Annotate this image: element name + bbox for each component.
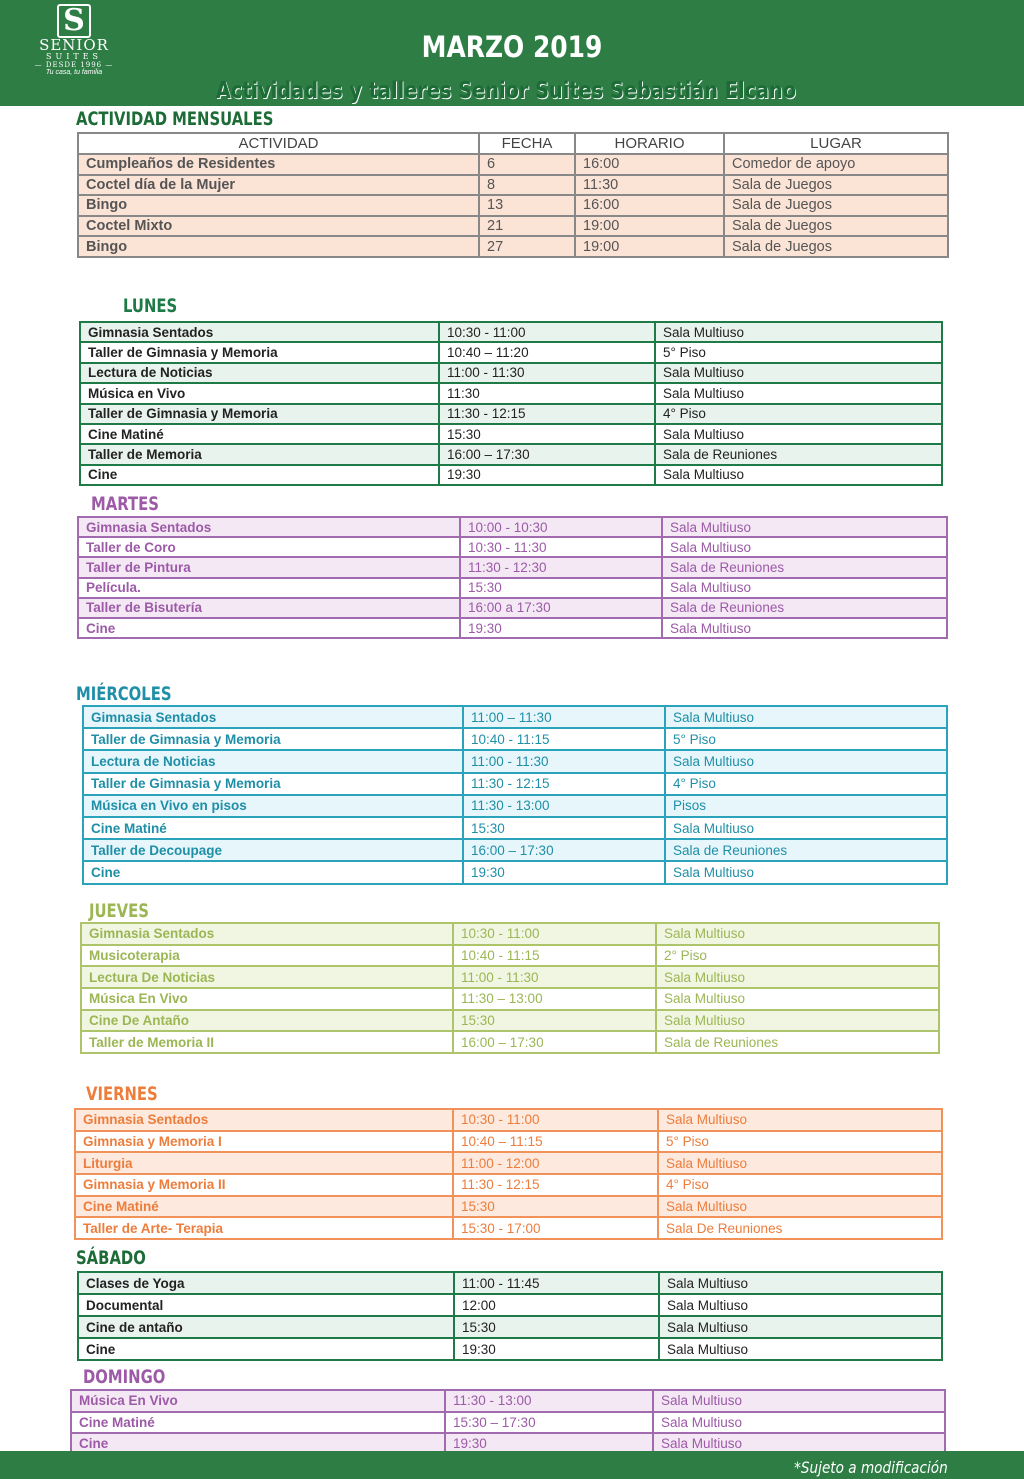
- table-cell: Sala Multiuso: [659, 1272, 942, 1294]
- table-cell: 19:30: [439, 465, 655, 485]
- table-cell: 19:30: [454, 1338, 659, 1360]
- table-cell: 15:30 – 17:30: [445, 1412, 653, 1434]
- table-cell: Sala Multiuso: [665, 706, 947, 728]
- table-cell: Taller de Arte- Terapia: [75, 1217, 453, 1239]
- table-cell: 11:30 - 12:15: [453, 1174, 658, 1196]
- table-cell: 6: [479, 154, 575, 175]
- section-title-miercoles: MIÉRCOLES: [76, 683, 172, 705]
- table-cell: Comedor de apoyo: [724, 154, 948, 175]
- table-row: [78, 598, 947, 618]
- table-cell: 11:00 – 11:30: [463, 706, 665, 728]
- table-cell: Cine: [71, 1433, 445, 1455]
- logo-since: — DESDE 1996 —: [34, 61, 114, 69]
- section-title-domingo: DOMINGO: [83, 1366, 166, 1388]
- table-cell: 21: [479, 216, 575, 237]
- table-cell: Taller de Gimnasia y Memoria: [80, 404, 439, 424]
- schedule-table-miercoles: [82, 705, 948, 885]
- table-row: [80, 444, 942, 464]
- table-cell: Sala Multiuso: [656, 966, 939, 988]
- table-row: [78, 195, 948, 216]
- table-cell: Sala de Reuniones: [662, 557, 947, 577]
- table-cell: Taller de Decoupage: [83, 839, 463, 861]
- table-row: [78, 517, 947, 537]
- table-cell: Sala Multiuso: [653, 1433, 945, 1455]
- table-cell: Cine de antaño: [78, 1316, 454, 1338]
- table-cell: Cine Matiné: [71, 1412, 445, 1434]
- table-cell: 16:00 – 17:30: [463, 839, 665, 861]
- table-cell: 16:00 a 17:30: [460, 598, 662, 618]
- table-row: [81, 1031, 939, 1053]
- table-row: [80, 424, 942, 444]
- section-title-martes: MARTES: [91, 493, 159, 515]
- table-cell: 11:30: [575, 175, 724, 196]
- table-cell: Musicoterapia: [81, 945, 453, 967]
- table-cell: Documental: [78, 1294, 454, 1316]
- table-row: [78, 1272, 942, 1294]
- section-title-viernes: VIERNES: [86, 1083, 158, 1105]
- table-row: [78, 1316, 942, 1338]
- table-cell: Sala Multiuso: [658, 1109, 942, 1131]
- table-cell: Taller de Pintura: [78, 557, 460, 577]
- table-row: [80, 342, 942, 362]
- table-cell: Cine: [78, 618, 460, 638]
- table-cell: Gimnasia y Memoria I: [75, 1131, 453, 1153]
- table-cell: Sala de Reuniones: [662, 598, 947, 618]
- table-cell: Clases de Yoga: [78, 1272, 454, 1294]
- logo-tagline: Tu casa, tu familia: [45, 69, 103, 76]
- table-row: [83, 795, 947, 817]
- table-row: [78, 618, 947, 638]
- table-cell: Cine Matiné: [83, 817, 463, 839]
- monthly-activities-table: [77, 132, 949, 258]
- table-cell: Sala de Juegos: [724, 175, 948, 196]
- table-cell: 10:30 - 11:00: [439, 322, 655, 342]
- table-row: [78, 578, 947, 598]
- table-row: [71, 1412, 945, 1434]
- table-cell: Sala de Juegos: [724, 195, 948, 216]
- table-row: [78, 216, 948, 237]
- table-cell: Película.: [78, 578, 460, 598]
- table-cell: Sala de Reuniones: [656, 1031, 939, 1053]
- table-cell: 4° Piso: [665, 773, 947, 795]
- table-cell: 19:00: [575, 236, 724, 257]
- table-cell: Taller de Coro: [78, 537, 460, 557]
- table-cell: Música en Vivo en pisos: [83, 795, 463, 817]
- table-cell: Bingo: [78, 195, 479, 216]
- table-cell: 11:30 - 13:00: [445, 1390, 653, 1412]
- table-cell: Música en Vivo: [80, 383, 439, 403]
- table-cell: 5° Piso: [655, 342, 942, 362]
- table-cell: 13: [479, 195, 575, 216]
- table-row: [75, 1131, 942, 1153]
- table-cell: Liturgia: [75, 1152, 453, 1174]
- table-cell: Sala Multiuso: [653, 1412, 945, 1434]
- table-cell: Sala Multiuso: [662, 517, 947, 537]
- table-cell: Sala Multiuso: [655, 424, 942, 444]
- table-cell: Sala Multiuso: [662, 537, 947, 557]
- table-row: [83, 839, 947, 861]
- table-cell: Sala De Reuniones: [658, 1217, 942, 1239]
- table-cell: Gimnasia Sentados: [80, 322, 439, 342]
- table-cell: 11:00 - 12:00: [453, 1152, 658, 1174]
- table-row: [81, 923, 939, 945]
- table-row: [83, 861, 947, 883]
- table-row: [75, 1196, 942, 1218]
- table-row: [75, 1217, 942, 1239]
- page-title: MARZO 2019: [421, 30, 603, 64]
- table-cell: 11:00 - 11:45: [454, 1272, 659, 1294]
- table-cell: 15:30: [460, 578, 662, 598]
- table-row: [81, 966, 939, 988]
- table-cell: 11:30 - 12:15: [463, 773, 665, 795]
- table-cell: 19:00: [575, 216, 724, 237]
- table-cell: Sala Multiuso: [665, 817, 947, 839]
- column-header: HORARIO: [575, 133, 724, 154]
- table-row: [78, 154, 948, 175]
- table-row: [83, 773, 947, 795]
- table-cell: 15:30 - 17:00: [453, 1217, 658, 1239]
- table-row: [80, 465, 942, 485]
- table-cell: Sala Multiuso: [655, 383, 942, 403]
- section-title-monthly: ACTIVIDAD MENSUALES: [76, 108, 274, 130]
- table-cell: Música En Vivo: [81, 988, 453, 1010]
- table-cell: 5° Piso: [665, 728, 947, 750]
- table-cell: 4° Piso: [655, 404, 942, 424]
- table-row: [81, 988, 939, 1010]
- table-cell: 11:30: [439, 383, 655, 403]
- table-cell: 15:30: [453, 1196, 658, 1218]
- page-subtitle: Actividades y talleres Senior Suites Sebastián Elcano: [215, 78, 797, 104]
- table-cell: Cine Matiné: [80, 424, 439, 444]
- column-header: FECHA: [479, 133, 575, 154]
- table-cell: 19:30: [463, 861, 665, 883]
- section-title-jueves: JUEVES: [89, 900, 149, 922]
- table-cell: Taller de Gimnasia y Memoria: [83, 773, 463, 795]
- table-cell: Coctel Mixto: [78, 216, 479, 237]
- table-cell: 19:30: [445, 1433, 653, 1455]
- table-cell: 10:30 - 11:00: [453, 1109, 658, 1131]
- table-cell: Cine Matiné: [75, 1196, 453, 1218]
- table-row: [78, 537, 947, 557]
- table-cell: Sala Multiuso: [655, 363, 942, 383]
- logo-sub: SUITES: [45, 52, 103, 61]
- table-cell: Lectura de Noticias: [83, 750, 463, 772]
- table-row: [75, 1152, 942, 1174]
- table-cell: Sala Multiuso: [655, 465, 942, 485]
- column-header: ACTIVIDAD: [78, 133, 479, 154]
- column-header: LUGAR: [724, 133, 948, 154]
- table-cell: Sala Multiuso: [659, 1294, 942, 1316]
- schedule-table-lunes: [79, 321, 943, 486]
- table-cell: 16:00 – 17:30: [439, 444, 655, 464]
- table-row: [83, 728, 947, 750]
- table-cell: Música En Vivo: [71, 1390, 445, 1412]
- table-cell: Coctel día de la Mujer: [78, 175, 479, 196]
- table-cell: Sala de Reuniones: [655, 444, 942, 464]
- table-row: [81, 1010, 939, 1032]
- table-row: [80, 404, 942, 424]
- table-cell: Cine De Antaño: [81, 1010, 453, 1032]
- table-row: [78, 236, 948, 257]
- table-cell: 15:30: [454, 1316, 659, 1338]
- table-cell: 10:40 – 11:15: [453, 1131, 658, 1153]
- table-row: [83, 817, 947, 839]
- table-cell: Gimnasia Sentados: [83, 706, 463, 728]
- table-cell: Sala Multiuso: [658, 1196, 942, 1218]
- table-cell: 10:40 – 11:20: [439, 342, 655, 362]
- table-cell: Taller de Memoria: [80, 444, 439, 464]
- table-cell: Taller de Gimnasia y Memoria: [80, 342, 439, 362]
- table-cell: 10:30 - 11:30: [460, 537, 662, 557]
- table-cell: Bingo: [78, 236, 479, 257]
- table-cell: 27: [479, 236, 575, 257]
- schedule-table-domingo: [70, 1389, 946, 1456]
- table-cell: 12:00: [454, 1294, 659, 1316]
- table-cell: 10:30 - 11:00: [453, 923, 656, 945]
- table-row: [75, 1109, 942, 1131]
- table-cell: 8: [479, 175, 575, 196]
- table-row: [83, 706, 947, 728]
- table-cell: 16:00: [575, 154, 724, 175]
- table-row: [78, 557, 947, 577]
- table-cell: 11:30 – 13:00: [453, 988, 656, 1010]
- table-cell: 10:40 - 11:15: [463, 728, 665, 750]
- table-cell: 10:00 - 10:30: [460, 517, 662, 537]
- table-cell: Sala Multiuso: [656, 923, 939, 945]
- table-cell: 15:30: [463, 817, 665, 839]
- table-cell: 11:00 - 11:30: [463, 750, 665, 772]
- table-cell: 11:00 - 11:30: [453, 966, 656, 988]
- table-cell: Cine: [78, 1338, 454, 1360]
- table-cell: Sala de Juegos: [724, 236, 948, 257]
- table-cell: Taller de Memoria II: [81, 1031, 453, 1053]
- table-cell: 11:30 - 12:15: [439, 404, 655, 424]
- table-cell: Sala Multiuso: [662, 618, 947, 638]
- table-cell: Gimnasia Sentados: [75, 1109, 453, 1131]
- table-cell: Pisos: [665, 795, 947, 817]
- table-row: [81, 945, 939, 967]
- table-cell: Sala Multiuso: [662, 578, 947, 598]
- table-row: [78, 1294, 942, 1316]
- table-row: [71, 1390, 945, 1412]
- table-cell: 16:00: [575, 195, 724, 216]
- table-cell: Gimnasia y Memoria II: [75, 1174, 453, 1196]
- table-row: [80, 363, 942, 383]
- table-cell: Sala Multiuso: [665, 861, 947, 883]
- table-cell: Cine: [83, 861, 463, 883]
- table-cell: 11:00 - 11:30: [439, 363, 655, 383]
- table-header-row: [78, 133, 948, 154]
- table-cell: 5° Piso: [658, 1131, 942, 1153]
- table-row: [75, 1174, 942, 1196]
- table-cell: Sala Multiuso: [658, 1152, 942, 1174]
- table-cell: 11:30 - 12:30: [460, 557, 662, 577]
- table-cell: Sala Multiuso: [655, 322, 942, 342]
- table-cell: 11:30 - 13:00: [463, 795, 665, 817]
- table-cell: 2° Piso: [656, 945, 939, 967]
- table-cell: 15:30: [439, 424, 655, 444]
- section-title-sabado: SÁBADO: [76, 1247, 146, 1269]
- schedule-table-sabado: [77, 1271, 943, 1361]
- table-row: [78, 175, 948, 196]
- table-cell: Sala Multiuso: [656, 988, 939, 1010]
- table-cell: Gimnasia Sentados: [81, 923, 453, 945]
- section-title-lunes: LUNES: [123, 295, 178, 317]
- table-cell: Sala de Reuniones: [665, 839, 947, 861]
- table-cell: 4° Piso: [658, 1174, 942, 1196]
- table-cell: Gimnasia Sentados: [78, 517, 460, 537]
- table-cell: Sala Multiuso: [665, 750, 947, 772]
- table-cell: Cumpleaños de Residentes: [78, 154, 479, 175]
- schedule-table-jueves: [80, 922, 940, 1054]
- logo-name: SENIOR: [39, 36, 109, 54]
- table-cell: Sala Multiuso: [659, 1338, 942, 1360]
- table-cell: Sala Multiuso: [653, 1390, 945, 1412]
- table-row: [80, 383, 942, 403]
- table-cell: Lectura De Noticias: [81, 966, 453, 988]
- schedule-table-martes: [77, 516, 948, 639]
- logo-letter: S: [57, 4, 91, 38]
- table-cell: Taller de Gimnasia y Memoria: [83, 728, 463, 750]
- table-cell: 16:00 – 17:30: [453, 1031, 656, 1053]
- footer-note: *Sujeto a modificación: [794, 1458, 948, 1477]
- table-cell: Sala Multiuso: [659, 1316, 942, 1338]
- table-row: [80, 322, 942, 342]
- table-cell: Sala de Juegos: [724, 216, 948, 237]
- table-cell: Taller de Bisutería: [78, 598, 460, 618]
- table-cell: Cine: [80, 465, 439, 485]
- table-cell: Lectura de Noticias: [80, 363, 439, 383]
- schedule-table-viernes: [74, 1108, 943, 1240]
- table-row: [83, 750, 947, 772]
- table-cell: 10:40 - 11:15: [453, 945, 656, 967]
- table-cell: 19:30: [460, 618, 662, 638]
- table-row: [78, 1338, 942, 1360]
- table-cell: Sala Multiuso: [656, 1010, 939, 1032]
- table-cell: 15:30: [453, 1010, 656, 1032]
